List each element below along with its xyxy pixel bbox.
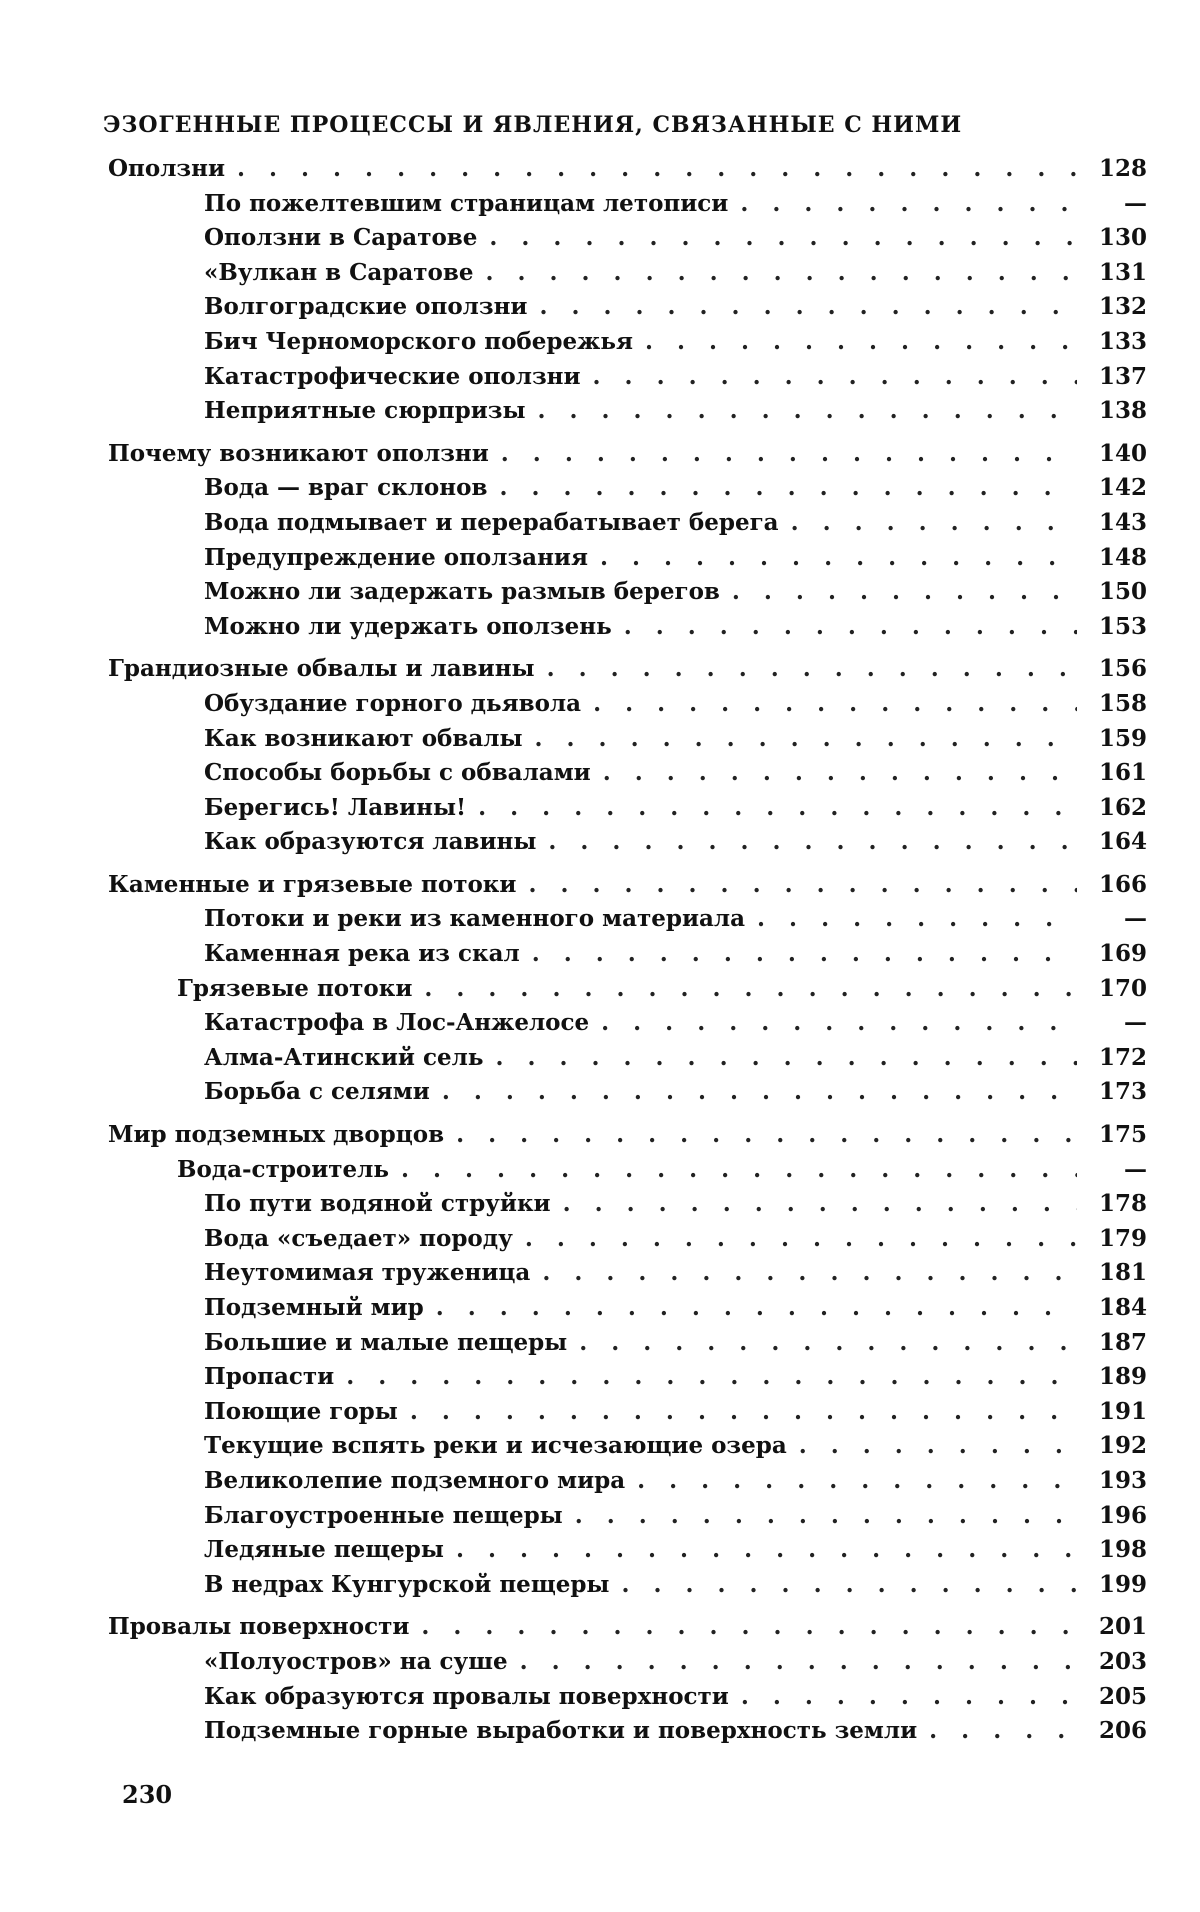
toc-entry — [0, 1432, 1200, 1467]
toc-entry — [0, 474, 1200, 509]
dot-leader — [525, 1225, 1077, 1252]
toc-entry — [0, 613, 1200, 648]
toc-entry — [0, 1044, 1200, 1079]
toc-entry-title: Берегись! Лавины! — [204, 793, 467, 821]
dot-leader — [346, 1363, 1077, 1390]
toc-entry — [0, 905, 1200, 940]
dot-leader — [547, 655, 1077, 682]
toc-entry — [0, 828, 1200, 863]
dot-leader — [539, 293, 1077, 320]
toc-entry-page: 198 — [1098, 1536, 1147, 1564]
toc-entry — [0, 1613, 1200, 1648]
toc-entry-title: Предупреждение оползания — [204, 543, 588, 571]
toc-entry-title: Борьба с селями — [204, 1078, 430, 1106]
dot-leader — [489, 224, 1077, 251]
toc-entry — [0, 1502, 1200, 1537]
dot-leader — [645, 328, 1077, 355]
dot-leader — [486, 259, 1078, 286]
toc-entry-title: Благоустроенные пещеры — [204, 1501, 563, 1529]
dot-leader — [732, 578, 1077, 605]
toc-entry-title: Почему возникают оползни — [108, 439, 489, 467]
toc-entry-page: 181 — [1098, 1259, 1147, 1287]
toc-entry — [0, 544, 1200, 579]
toc-entry-title: Провалы поверхности — [108, 1613, 410, 1641]
toc-entry-title: Вода подмывает и перерабатывает берега — [204, 508, 779, 536]
dot-leader — [542, 1259, 1077, 1286]
toc-entry-page: 196 — [1098, 1501, 1147, 1529]
toc-entry — [0, 190, 1200, 225]
toc-entry — [0, 1536, 1200, 1571]
dot-leader — [757, 905, 1077, 932]
dot-leader — [929, 1717, 1077, 1744]
toc-entry-page: 158 — [1098, 689, 1147, 717]
dot-leader — [637, 1467, 1077, 1494]
dot-leader — [421, 1613, 1077, 1640]
page-number: 230 — [122, 1780, 173, 1809]
toc-entry-page: — — [1124, 1009, 1147, 1037]
toc-entry-title: Грязевые потоки — [177, 974, 413, 1002]
toc-entry-page: 166 — [1098, 870, 1147, 898]
toc-entry-page: 192 — [1098, 1432, 1147, 1460]
toc-entry-page: 132 — [1098, 293, 1147, 321]
toc-entry-page: 179 — [1098, 1224, 1147, 1252]
toc-entry — [0, 509, 1200, 544]
dot-leader — [478, 794, 1077, 821]
dot-leader — [603, 759, 1077, 786]
toc-entry-page: 148 — [1098, 543, 1147, 571]
dot-leader — [575, 1502, 1077, 1529]
dot-leader — [563, 1190, 1077, 1217]
toc-entry — [0, 397, 1200, 432]
toc-entry-page: 131 — [1098, 258, 1147, 286]
toc-entry-title: Каменные и грязевые потоки — [108, 870, 517, 898]
toc-entry-title: Оползни в Саратове — [204, 224, 478, 252]
toc-entry — [0, 1717, 1200, 1752]
toc-entry-page: 193 — [1098, 1466, 1147, 1494]
toc-entry-title: Алма-Атинский сель — [204, 1043, 484, 1071]
toc-entry-title: Катастрофа в Лос-Анжелосе — [204, 1009, 590, 1037]
dot-leader — [538, 397, 1078, 424]
dot-leader — [442, 1078, 1077, 1105]
toc-entry-page: — — [1124, 1155, 1147, 1183]
toc-entry — [0, 1683, 1200, 1718]
toc-entry-page: 187 — [1098, 1328, 1147, 1356]
toc-entry-page: 142 — [1098, 474, 1147, 502]
toc-entry-page: 161 — [1098, 759, 1147, 787]
toc-entry-title: Можно ли задержать размыв берегов — [204, 578, 720, 606]
toc-entry-title: Как возникают обвалы — [204, 724, 523, 752]
toc-entry — [0, 1121, 1200, 1156]
toc-entry — [0, 155, 1200, 190]
toc-entry — [0, 725, 1200, 760]
dot-leader — [593, 363, 1077, 390]
toc-entry — [0, 363, 1200, 398]
toc-entry — [0, 1259, 1200, 1294]
toc-entry-page: 150 — [1098, 578, 1147, 606]
dot-leader — [456, 1121, 1077, 1148]
toc-entry-page: 143 — [1098, 508, 1147, 536]
toc-entry — [0, 1363, 1200, 1398]
toc-entry-page: 137 — [1098, 362, 1147, 390]
dot-leader — [501, 440, 1077, 467]
toc-entry-title: «Полуостров» на суше — [204, 1647, 508, 1675]
toc-entry-title: «Вулкан в Саратове — [204, 258, 474, 286]
toc-entry-title: Способы борьбы с обвалами — [204, 759, 591, 787]
toc-entry — [0, 655, 1200, 690]
dot-leader — [740, 190, 1077, 217]
toc-entry — [0, 328, 1200, 363]
dot-leader — [741, 1683, 1077, 1710]
toc-entry-page: 184 — [1098, 1294, 1147, 1321]
toc-entry-page: — — [1124, 905, 1147, 933]
toc-entry — [0, 1648, 1200, 1683]
toc-entry-page: 159 — [1098, 724, 1147, 752]
dot-leader — [593, 690, 1077, 717]
dot-leader — [601, 1009, 1077, 1036]
dot-leader — [528, 871, 1077, 898]
dot-leader — [410, 1398, 1077, 1425]
toc-entry-title: Поющие горы — [204, 1397, 398, 1425]
dot-leader — [535, 725, 1077, 752]
toc-entry-title: В недрах Кунгурской пещеры — [204, 1570, 610, 1598]
toc-entry-page: 191 — [1098, 1397, 1147, 1425]
toc-entry-title: Неутомимая труженица — [204, 1259, 531, 1287]
toc-entry-title: Вода «съедает» породу — [204, 1224, 513, 1252]
toc-entry-page: 199 — [1098, 1570, 1147, 1598]
toc-entry — [0, 1398, 1200, 1433]
toc-entry — [0, 690, 1200, 725]
toc-entry-page: 128 — [1098, 155, 1147, 182]
toc-entry-title: Подземные горные выработки и поверхность земли — [204, 1717, 918, 1745]
toc-entry-title: Потоки и реки из каменного материала — [204, 905, 746, 933]
toc-entry-title: Вода-строитель — [177, 1155, 390, 1183]
toc-entry-title: Оползни — [108, 155, 225, 182]
toc-entry-page: 206 — [1098, 1717, 1147, 1745]
toc-entry-page: 175 — [1098, 1121, 1147, 1149]
toc-entry-title: Пропасти — [204, 1363, 335, 1391]
toc-entry-title: Ледяные пещеры — [204, 1536, 444, 1564]
toc-entry-title: Волгоградские оползни — [204, 293, 528, 321]
toc-entry-title: Мир подземных дворцов — [108, 1121, 445, 1149]
section-heading: ЭЗОГЕННЫЕ ПРОЦЕССЫ И ЯВЛЕНИЯ, СВЯЗАННЫЕ С НИМИ — [103, 112, 963, 138]
toc-entry — [0, 1467, 1200, 1502]
toc-entry — [0, 1156, 1200, 1191]
toc-entry-title: Неприятные сюрпризы — [204, 397, 526, 425]
toc-entry-title: Великолепие подземного мира — [204, 1466, 626, 1494]
toc-entry — [0, 759, 1200, 794]
toc-entry-title: Катастрофические оползни — [204, 362, 581, 390]
toc-entry — [0, 1190, 1200, 1225]
dot-leader — [520, 1648, 1077, 1675]
toc-entry-page: — — [1124, 189, 1147, 217]
toc-entry — [0, 1294, 1200, 1329]
toc-entry — [0, 975, 1200, 1010]
toc-entry-page: 170 — [1098, 974, 1147, 1002]
toc-entry-title: Как образуются лавины — [204, 828, 537, 856]
toc-entry-title: Большие и малые пещеры — [204, 1328, 568, 1356]
toc-entry-page: 153 — [1098, 612, 1147, 640]
dot-leader — [624, 613, 1077, 640]
toc-entry — [0, 440, 1200, 475]
toc-entry — [0, 940, 1200, 975]
toc-entry-title: Бич Черноморского побережья — [204, 327, 633, 355]
toc-entry-page: 140 — [1098, 439, 1147, 467]
toc-entry-page: 156 — [1098, 655, 1147, 683]
toc-entry — [0, 1078, 1200, 1113]
toc-entry — [0, 259, 1200, 294]
dot-leader — [600, 544, 1077, 571]
toc-entry-page: 189 — [1098, 1363, 1147, 1391]
toc-entry-page: 169 — [1098, 940, 1147, 968]
toc-entry-title: Обуздание горного дьявола — [204, 689, 582, 717]
dot-leader — [791, 509, 1077, 536]
toc-entry-page: 133 — [1098, 327, 1147, 355]
toc-entry-page: 172 — [1098, 1043, 1147, 1071]
toc-entry-title: Можно ли удержать оползень — [204, 612, 612, 640]
dot-leader — [621, 1571, 1077, 1598]
dot-leader — [799, 1432, 1077, 1459]
dot-leader — [579, 1329, 1077, 1356]
dot-leader — [499, 474, 1077, 501]
toc-entry-title: Грандиозные обвалы и лавины — [108, 655, 535, 683]
toc-entry — [0, 224, 1200, 259]
toc-entry-page: 201 — [1098, 1613, 1147, 1641]
toc-entry-page: 130 — [1098, 224, 1147, 252]
toc-entry-title: Подземный мир — [204, 1294, 424, 1321]
dot-leader — [436, 1294, 1077, 1321]
toc-entry-page: 162 — [1098, 793, 1147, 821]
toc-entry-page: 178 — [1098, 1190, 1147, 1218]
toc-entry — [0, 293, 1200, 328]
dot-leader — [237, 155, 1077, 182]
toc-entry-page: 164 — [1098, 828, 1147, 856]
dot-leader — [456, 1536, 1077, 1563]
toc-entry — [0, 871, 1200, 906]
dot-leader — [548, 828, 1077, 855]
toc-entry — [0, 1571, 1200, 1606]
toc-entry-title: Вода — враг склонов — [204, 474, 488, 502]
toc-entry — [0, 794, 1200, 829]
toc-entry — [0, 1225, 1200, 1260]
dot-leader — [424, 975, 1077, 1002]
toc-entry-title: По пожелтевшим страницам летописи — [204, 189, 729, 217]
toc-entry-page: 173 — [1098, 1078, 1147, 1106]
dot-leader — [495, 1044, 1077, 1071]
toc-entry — [0, 578, 1200, 613]
toc-entry-title: Как образуются провалы поверхности — [204, 1682, 729, 1710]
toc-entry — [0, 1329, 1200, 1364]
toc-entry-title: По пути водяной струйки — [204, 1190, 551, 1218]
toc-entry-title: Текущие вспять реки и исчезающие озера — [204, 1432, 787, 1460]
toc-entry-title: Каменная река из скал — [204, 940, 520, 968]
toc-entry — [0, 1009, 1200, 1044]
dot-leader — [532, 940, 1077, 967]
toc-entry-page: 203 — [1098, 1647, 1147, 1675]
table-of-contents — [0, 155, 1200, 1752]
toc-entry-page: 205 — [1098, 1682, 1147, 1710]
dot-leader — [401, 1156, 1077, 1183]
toc-entry-page: 138 — [1098, 397, 1147, 425]
